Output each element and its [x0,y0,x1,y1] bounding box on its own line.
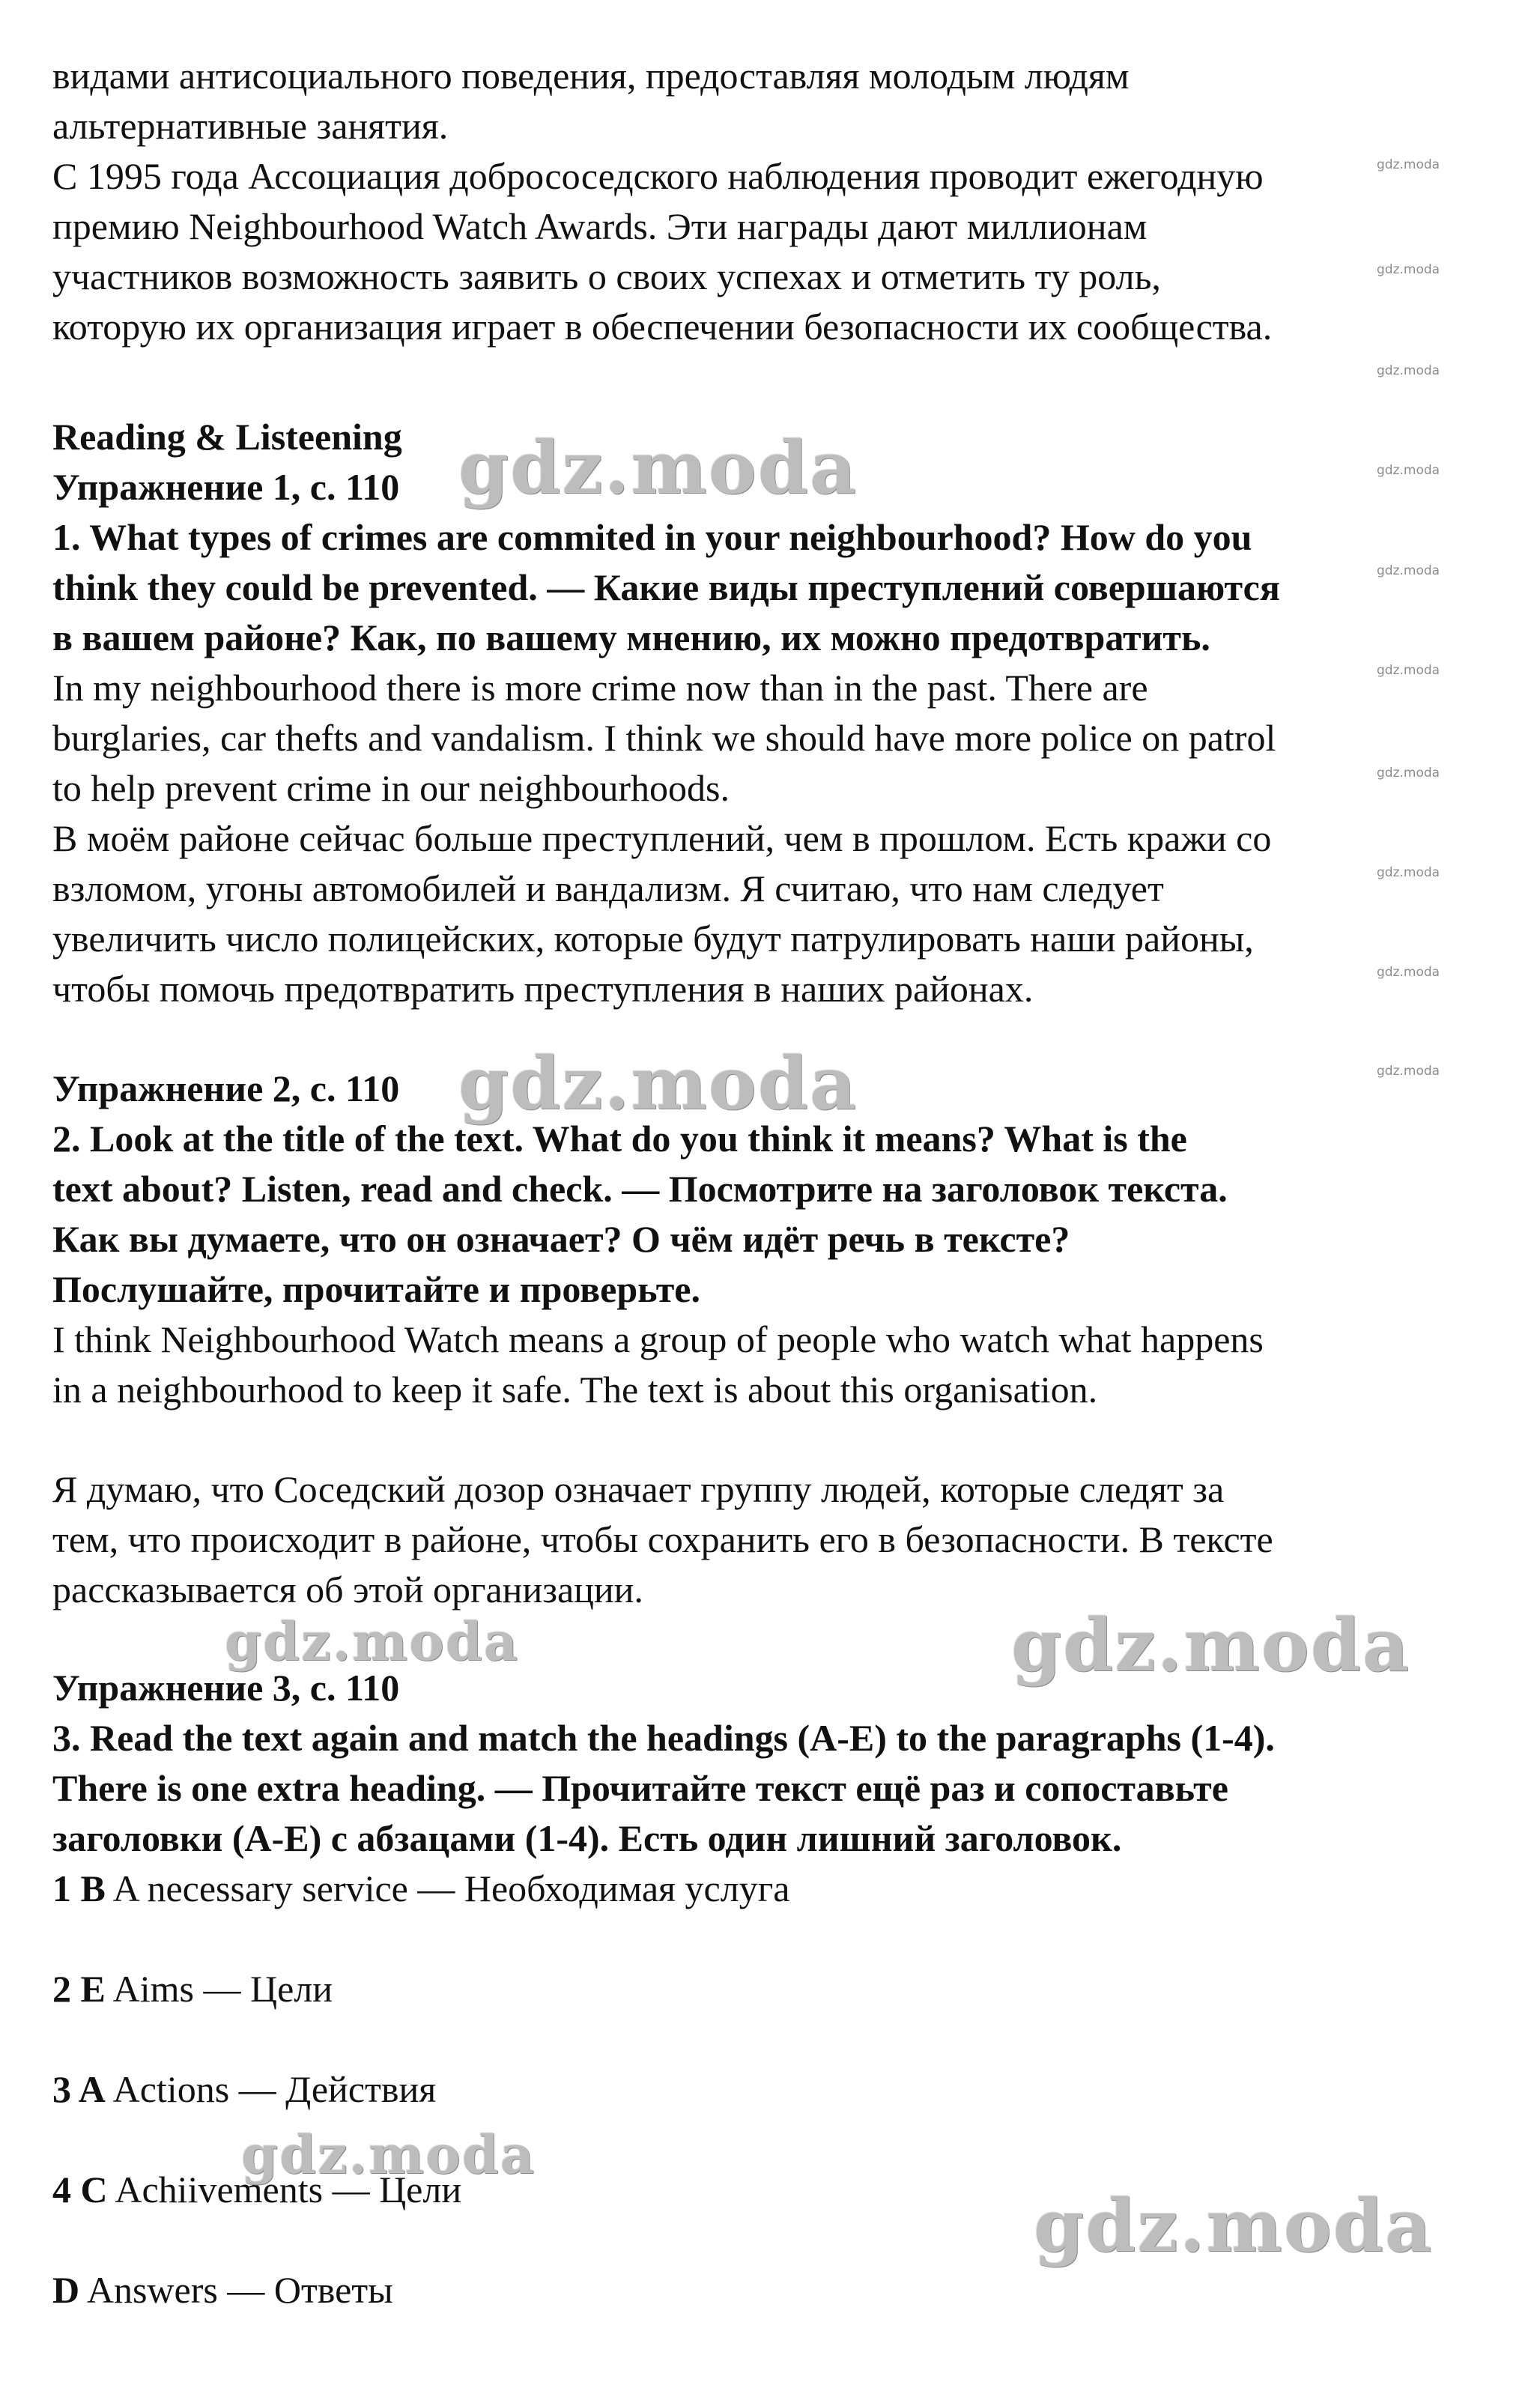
question-line: в вашем районе? Как, по вашему мнению, их можно предотвратить. [52,616,1210,658]
exercise-title: Упражнение 3, с. 110 [52,1667,400,1709]
answer-text: Actions — Действия [112,2068,437,2110]
answer-line: В моём районе сейчас больше преступлений, чем в прошлом. Есть кражи со [52,817,1272,859]
answer-key: 2 E [52,1968,106,2010]
watermark-small: gdz.moda [1377,463,1440,478]
answer-line: Я думаю, что Соседский дозор означает группу людей, которые следят за [52,1468,1225,1510]
text-line: видами антисоциального поведения, предоставляя молодым людям [52,55,1130,97]
answer-line: взломом, угоны автомобилей и вандализм. Я считаю, что нам следует [52,867,1164,909]
answer-item [52,1964,1498,2014]
answer-key: 3 A [52,2068,106,2110]
answer-line: to help prevent crime in our neighbourhoods. [52,767,730,809]
answer-line: увеличить число полицейских, которые будут патрулировать наши районы, [52,918,1254,960]
watermark-small: gdz.moda [1377,965,1440,980]
watermark-small: gdz.moda [1377,262,1440,277]
answer-line: In my neighbourhood there is more crime now than in the past. There are [52,667,1148,709]
answer-line: burglaries, car thefts and vandalism. I think we should have more police on patrol [52,717,1276,759]
watermark-logo: gdz.moda [241,2124,536,2186]
text-line: премию Neighbourhood Watch Awards. Эти награды дают миллионам [52,205,1148,247]
answer-item [52,2265,1498,2315]
answer-line: in a neighbourhood to keep it safe. The text is about this organisation. [52,1369,1098,1410]
text-line: которую их организация играет в обеспечении безопасности их сообщества. [52,306,1273,348]
watermark-small: gdz.moda [1377,766,1440,781]
text-line: С 1995 года Ассоциация добрососедского наблюдения проводит ежегодную [52,155,1264,197]
answer-item [52,2064,1498,2115]
answer-item [52,1864,1498,1914]
answer-text: A necessary service — Необходимая услуга [112,1867,790,1909]
answer-line: рассказывается об этой организации. [52,1569,643,1610]
question-line: think they could be prevented. — Какие виды преступлений совершаются [52,566,1280,608]
watermark-small: gdz.moda [1377,363,1440,378]
watermark-small: gdz.moda [1377,563,1440,578]
answer-text: Achiivements — Цели [115,2169,462,2210]
question-line: text about? Listen, read and check. — Посмотрите на заголовок текста. [52,1168,1228,1210]
answer-key: D [52,2269,80,2311]
watermark-logo: gdz.moda [458,1041,858,1126]
watermark-small: gdz.moda [1377,663,1440,678]
answer-key: 4 C [52,2169,108,2210]
question-line: There is one extra heading. — Прочитайте текст ещё раз и сопоставьте [52,1767,1228,1809]
text-line: альтернативные занятия. [52,105,449,147]
question-line: Послушайте, прочитайте и проверьте. [52,1268,700,1310]
exercise-title: Упражнение 1, с. 110 [52,466,400,508]
exercise-title: Упражнение 2, с. 110 [52,1067,400,1109]
answer-line: I think Neighbourhood Watch means a group of people who watch what happens [52,1318,1264,1360]
watermark-logo: gdz.moda [1011,1603,1411,1688]
question-line: 2. Look at the title of the text. What do you think it means? What is the [52,1118,1187,1160]
exercise-2-translation [52,1464,1498,1615]
answer-text: Aims — Цели [112,1968,333,2010]
answer-key: 1 B [52,1867,106,1909]
answer-line: тем, что происходит в районе, чтобы сохранить его в безопасности. В тексте [52,1518,1273,1560]
question-line: Как вы думаете, что он означает? О чём идёт речь в тексте? [52,1218,1070,1260]
watermark-logo: gdz.moda [1034,2184,1434,2268]
question-line: 1. What types of crimes are commited in your neighbourhood? How do you [52,516,1252,558]
question-line: заголовки (A-E) с абзацами (1-4). Есть один лишний заголовок. [52,1817,1122,1859]
section-heading: Reading & Listeening [52,416,402,458]
watermark-small: gdz.moda [1377,157,1440,172]
watermark-logo: gdz.moda [225,1610,520,1673]
text-line: участников возможность заявить о своих успехах и отметить ту роль, [52,255,1161,297]
question-line: 3. Read the text again and match the headings (A-E) to the paragraphs (1-4). [52,1717,1275,1759]
exercise-3 [52,1663,1498,1864]
answer-line: чтобы помочь предотвратить преступления в наших районах. [52,968,1034,1010]
intro-paragraph [52,51,1498,352]
watermark-logo: gdz.moda [458,425,858,510]
watermark-small: gdz.moda [1377,865,1440,880]
answer-text: Answers — Ответы [86,2269,393,2311]
watermark-small: gdz.moda [1377,1064,1440,1079]
